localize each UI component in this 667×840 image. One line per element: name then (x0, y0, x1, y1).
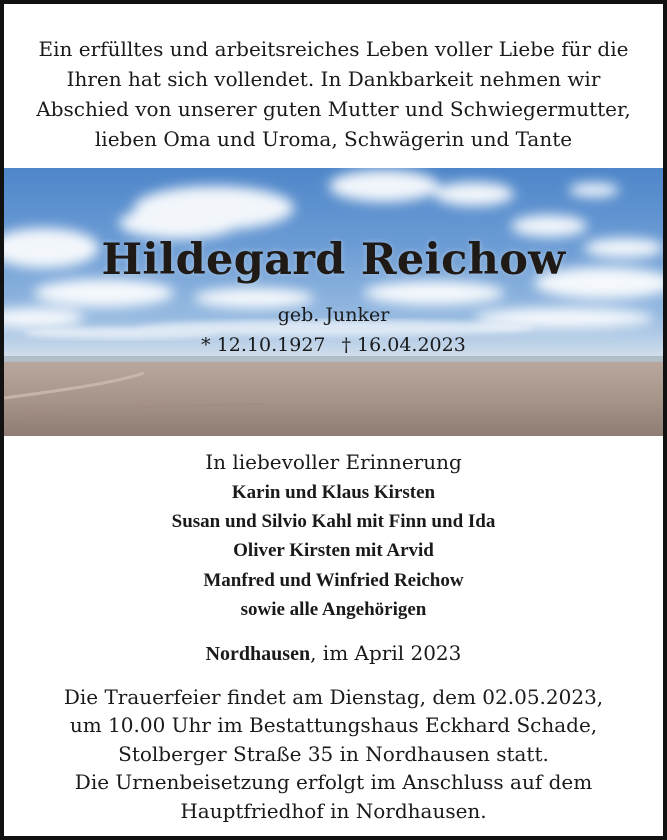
place-name: Nordhausen (205, 643, 311, 665)
intro-line: Abschied von unserer guten Mutter und Schwiegermutter, (36, 97, 631, 121)
birth-name: geb. Junker (277, 304, 390, 326)
mourner-line: Susan und Silvio Kahl mit Finn und Ida (171, 511, 496, 533)
mourner-line: Oliver Kirsten mit Arvid (233, 540, 434, 562)
service-line: Hauptfriedhof in Nordhausen. (180, 798, 487, 823)
intro-line: Ihren hat sich vollendet. In Dankbarkeit nehmen wir (66, 67, 601, 91)
mourner-line: sowie alle Angehörigen (240, 598, 427, 620)
mourner-line: Karin und Klaus Kirsten (231, 482, 436, 503)
intro-text (4, 34, 663, 154)
deceased-name: Hildegard Reichow (101, 235, 566, 285)
service-line: Die Urnenbeisetzung erfolgt im Anschluss auf dem (74, 770, 593, 795)
intro-line: lieben Oma und Uroma, Schwägerin und Tante (94, 127, 573, 151)
service-line: Die Trauerfeier findet am Dienstag, dem 02.05.2023, (63, 685, 604, 709)
intro-line: Ein erfülltes und arbeitsreiches Leben voller Liebe für die (38, 37, 629, 61)
notice-date: , im April 2023 (310, 641, 462, 665)
remembrance-heading: In liebevoller Erinnerung (205, 450, 462, 474)
service-details (4, 683, 663, 825)
mourners-list (4, 478, 663, 624)
birth-date: * 12.10.1927 (201, 334, 326, 356)
death-date: † 16.04.2023 (341, 334, 466, 356)
service-line: um 10.00 Uhr im Bestattungshaus Eckhard Schade, (69, 713, 598, 738)
life-dates (4, 332, 663, 358)
mourner-line: Manfred und Winfried Reichow (203, 569, 464, 591)
place-date-line (4, 638, 663, 669)
service-line: Stolberger Straße 35 in Nordhausen statt. (118, 741, 549, 766)
